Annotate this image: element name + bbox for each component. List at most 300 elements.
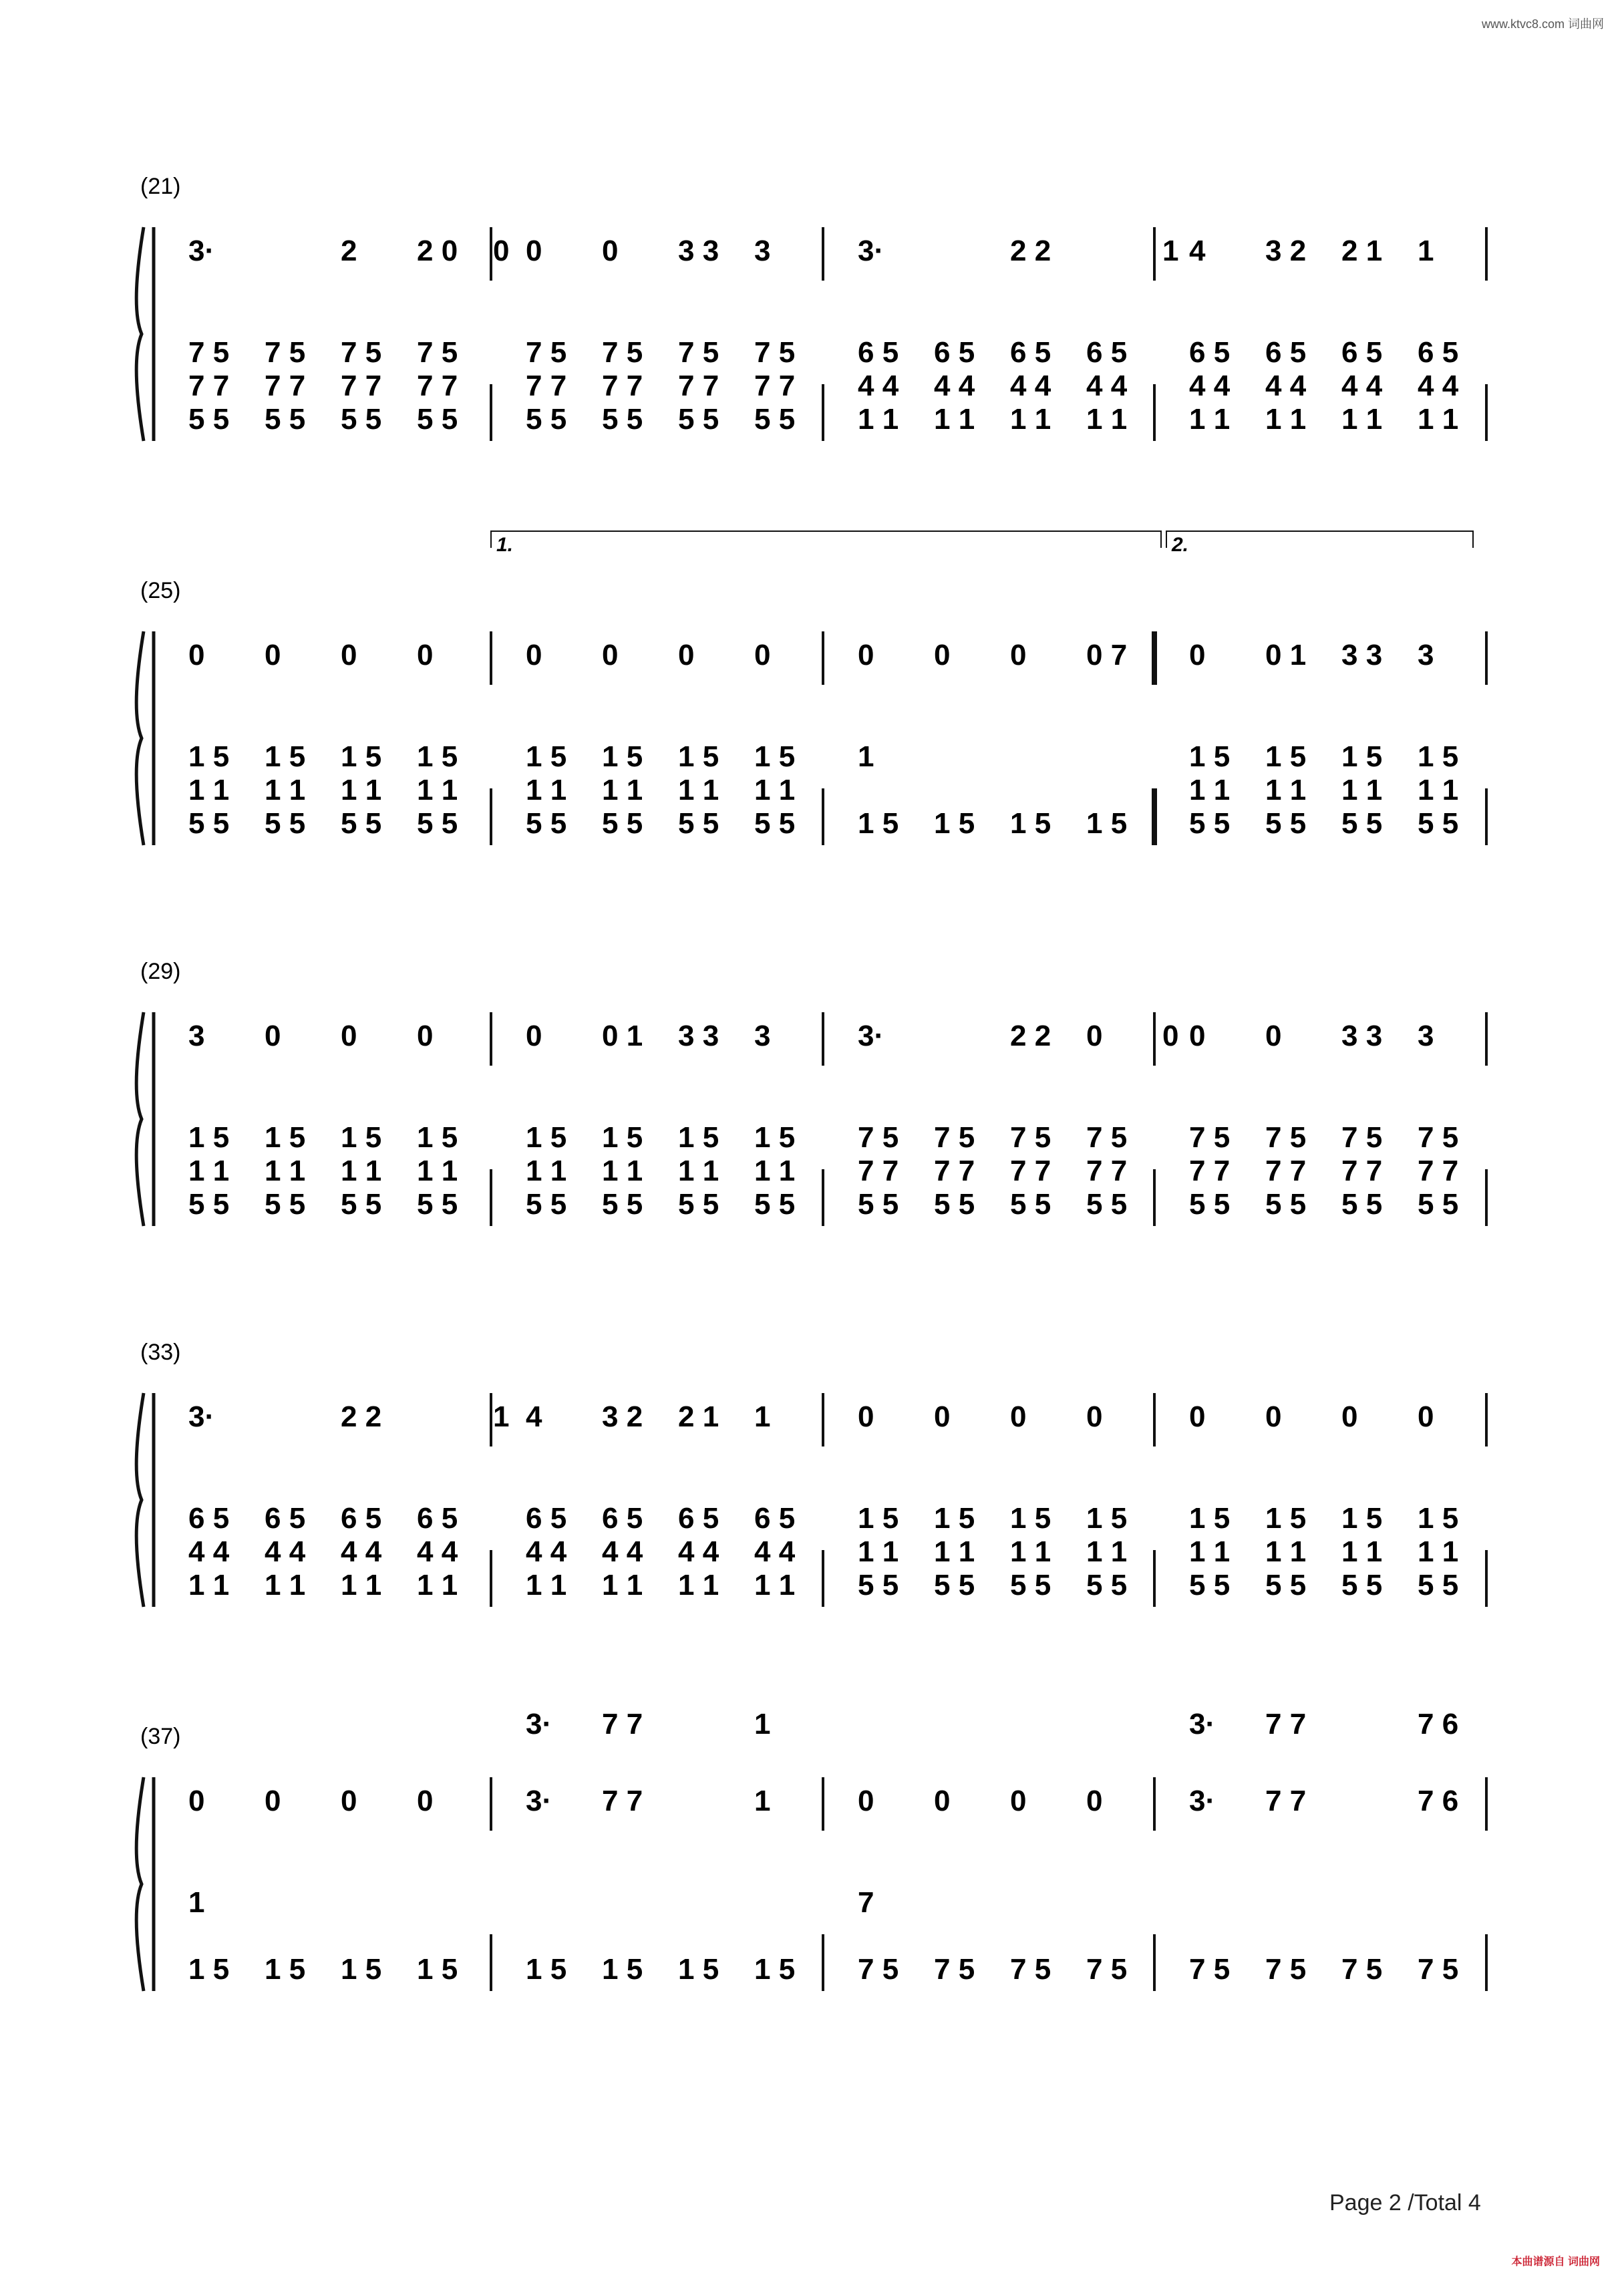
chord-mid: 1 1 — [188, 774, 230, 806]
chord-top: 6 5 — [602, 1502, 643, 1535]
chord-top: 7 5 — [1189, 1121, 1231, 1154]
chord-mid: 4 4 — [678, 1535, 719, 1568]
chord-low: 7 5 — [858, 1953, 899, 1986]
chord-top: 1 5 — [858, 1502, 899, 1535]
chord-mid: 4 4 — [1265, 369, 1307, 402]
chord-low: 5 5 — [858, 1188, 899, 1221]
chord-top: 1 5 — [265, 740, 306, 773]
melody-note: 0 — [1086, 1785, 1103, 1817]
chord-mid: 7 7 — [1086, 1155, 1128, 1187]
chord-top: 1 5 — [934, 1502, 975, 1535]
melody-note: 7 7 — [602, 1785, 643, 1817]
system-brace — [136, 1012, 144, 1226]
chord-mid: 7 7 — [678, 369, 719, 402]
chord-mid: 1 1 — [1010, 1535, 1051, 1568]
melody-note: 3 3 — [1341, 1020, 1383, 1052]
chord-mid: 4 4 — [417, 1535, 458, 1568]
system-brace — [136, 1777, 144, 1991]
chord-mid: 4 4 — [1418, 369, 1459, 402]
melody-note: 3 3 — [1341, 639, 1383, 671]
melody-note: 2 — [341, 235, 357, 267]
chord-top: 1 5 — [1189, 1502, 1231, 1535]
page-number: Page 2 /Total 4 — [1329, 2190, 1481, 2216]
melody-note: 0 — [1418, 1400, 1434, 1433]
system-brace — [136, 227, 144, 441]
chord-top: 6 5 — [526, 1502, 567, 1535]
chord-low: 1 1 — [1265, 403, 1307, 436]
chord-top: 1 5 — [417, 740, 458, 773]
chord-low: 5 5 — [1010, 1188, 1051, 1221]
chord-low: 5 5 — [417, 1188, 458, 1221]
melody-note: 2 1 — [678, 1400, 719, 1433]
upper-note: 3· — [1189, 1708, 1216, 1740]
upper-note: 7 7 — [1265, 1708, 1307, 1740]
melody-note: 2 0 — [417, 235, 458, 267]
melody-note: 3 3 — [678, 235, 719, 267]
chord-top: 1 5 — [754, 1121, 796, 1154]
header-url: www.ktvc8.com 词曲网 — [1481, 17, 1604, 31]
chord-mid: 1 1 — [1189, 774, 1231, 806]
chord-low: 5 5 — [754, 403, 796, 436]
melody-note: 0 — [754, 639, 771, 671]
melody-note: 0 — [265, 639, 281, 671]
chord-top: 1 — [858, 740, 874, 773]
chord-top: 6 5 — [858, 336, 899, 369]
melody-note: 2 2 — [341, 1400, 382, 1433]
footer-brand-right: 词曲网 — [1567, 2256, 1600, 2268]
chord-mid: 7 7 — [934, 1155, 975, 1187]
chord-mid: 1 1 — [1418, 774, 1459, 806]
chord-top: 6 5 — [1086, 336, 1128, 369]
chord-top: 6 5 — [1418, 336, 1459, 369]
chord-top: 6 5 — [754, 1502, 796, 1535]
melody-note: 0 7 — [1086, 639, 1128, 671]
chord-low: 5 5 — [417, 807, 458, 840]
melody-note: 1 — [1418, 235, 1434, 267]
chord-mid: 1 1 — [1086, 1535, 1128, 1568]
chord-low: 5 5 — [1265, 1188, 1307, 1221]
chord-low: 5 5 — [265, 1188, 306, 1221]
chord-mid: 4 4 — [526, 1535, 567, 1568]
chord-low: 1 5 — [602, 1953, 643, 1986]
chord-low: 1 5 — [754, 1953, 796, 1986]
chord-top: 6 5 — [341, 1502, 382, 1535]
chord-low: 5 5 — [1010, 1569, 1051, 1602]
chord-top: 1 — [188, 1886, 205, 1919]
chord-mid: 1 1 — [1341, 774, 1383, 806]
chord-low: 1 1 — [188, 1569, 230, 1602]
chord-mid: 4 4 — [188, 1535, 230, 1568]
chord-top: 7 5 — [188, 336, 230, 369]
melody-note: 7 6 — [1418, 1785, 1459, 1817]
chord-low: 1 1 — [1189, 403, 1231, 436]
melody-note: 3· — [188, 235, 215, 267]
chord-low: 1 1 — [417, 1569, 458, 1602]
chord-mid: 1 1 — [754, 1155, 796, 1187]
chord-top: 7 5 — [265, 336, 306, 369]
chord-mid: 1 1 — [602, 1155, 643, 1187]
melody-note: 0 — [934, 1400, 951, 1433]
melody-note: 0 — [934, 639, 951, 671]
melody-note: 3 — [1418, 639, 1434, 671]
melody-note: 0 — [1341, 1400, 1358, 1433]
chord-top: 6 5 — [934, 336, 975, 369]
chord-low: 7 5 — [934, 1953, 975, 1986]
chord-mid: 1 1 — [602, 774, 643, 806]
chord-mid: 1 1 — [1265, 774, 1307, 806]
chord-mid: 7 7 — [1341, 1155, 1383, 1187]
melody-note: 0 — [1010, 1400, 1027, 1433]
chord-low: 5 5 — [341, 403, 382, 436]
melody-note: 0 — [1189, 1400, 1206, 1433]
chord-top: 1 5 — [1189, 740, 1231, 773]
chord-top: 6 5 — [1341, 336, 1383, 369]
melody-note: 2 2 — [1010, 1020, 1051, 1052]
melody-note: 4 — [526, 1400, 542, 1433]
chord-low: 5 5 — [265, 807, 306, 840]
chord-mid: 1 1 — [526, 774, 567, 806]
chord-low: 1 5 — [934, 807, 975, 840]
chord-mid: 1 1 — [188, 1155, 230, 1187]
chord-low: 5 5 — [1341, 1188, 1383, 1221]
chord-low: 5 5 — [678, 403, 719, 436]
chord-low: 7 5 — [1010, 1953, 1051, 1986]
chord-low: 5 5 — [1341, 1569, 1383, 1602]
melody-note: 2 1 — [1341, 235, 1383, 267]
chord-top: 1 5 — [526, 740, 567, 773]
chord-low: 5 5 — [602, 403, 643, 436]
chord-low: 5 5 — [526, 1188, 567, 1221]
melody-note: 0 — [265, 1020, 281, 1052]
chord-low: 1 1 — [1341, 403, 1383, 436]
chord-low: 5 5 — [754, 1188, 796, 1221]
measure-number: (33) — [140, 1340, 181, 1365]
measure-number: (25) — [140, 578, 181, 603]
melody-note: 0 — [188, 639, 205, 671]
chord-mid: 1 1 — [1418, 1535, 1459, 1568]
chord-low: 5 5 — [526, 807, 567, 840]
chord-top: 7 5 — [1341, 1121, 1383, 1154]
chord-mid: 4 4 — [1010, 369, 1051, 402]
chord-mid: 4 4 — [602, 1535, 643, 1568]
chord-top: 1 5 — [1265, 740, 1307, 773]
system-brace — [136, 1393, 144, 1607]
melody-note: 0 — [265, 1785, 281, 1817]
chord-top: 6 5 — [1265, 336, 1307, 369]
chord-top: 1 5 — [602, 1121, 643, 1154]
melody-note: 1 — [1162, 235, 1179, 267]
chord-low: 5 5 — [188, 1188, 230, 1221]
chord-low: 5 5 — [602, 807, 643, 840]
chord-low: 5 5 — [1189, 1569, 1231, 1602]
chord-mid: 1 1 — [1189, 1535, 1231, 1568]
chord-low: 5 5 — [1418, 807, 1459, 840]
chord-top: 7 5 — [526, 336, 567, 369]
chord-mid: 4 4 — [1341, 369, 1383, 402]
chord-top: 7 5 — [1418, 1121, 1459, 1154]
chord-mid: 7 7 — [526, 369, 567, 402]
melody-note: 3· — [188, 1400, 215, 1433]
chord-low: 1 1 — [526, 1569, 567, 1602]
chord-low: 1 5 — [188, 1953, 230, 1986]
chord-low: 7 5 — [1086, 1953, 1128, 1986]
chord-low: 5 5 — [934, 1569, 975, 1602]
melody-note: 3· — [526, 1785, 552, 1817]
chord-mid: 1 1 — [341, 1155, 382, 1187]
chord-top: 7 — [858, 1886, 874, 1919]
upper-note: 1 — [754, 1708, 771, 1740]
chord-mid: 1 1 — [678, 1155, 719, 1187]
melody-note: 0 — [341, 1020, 357, 1052]
melody-note: 3 2 — [1265, 235, 1307, 267]
chord-mid: 7 7 — [341, 369, 382, 402]
chord-mid: 7 7 — [754, 369, 796, 402]
chord-top: 7 5 — [1265, 1121, 1307, 1154]
chord-low: 1 1 — [1086, 403, 1128, 436]
chord-low: 7 5 — [1189, 1953, 1231, 1986]
chord-mid: 4 4 — [934, 369, 975, 402]
melody-note: 0 — [1189, 1020, 1206, 1052]
chord-mid: 7 7 — [1010, 1155, 1051, 1187]
chord-low: 1 1 — [1418, 403, 1459, 436]
chord-low: 1 5 — [1086, 807, 1128, 840]
chord-top: 1 5 — [1341, 1502, 1383, 1535]
melody-note: 0 — [526, 639, 542, 671]
chord-top: 7 5 — [858, 1121, 899, 1154]
chord-top: 7 5 — [754, 336, 796, 369]
measure-number: (37) — [140, 1724, 181, 1749]
melody-note: 3 3 — [678, 1020, 719, 1052]
melody-note: 0 — [526, 1020, 542, 1052]
chord-top: 1 5 — [1341, 740, 1383, 773]
chord-mid: 1 1 — [417, 1155, 458, 1187]
chord-top: 7 5 — [1010, 1121, 1051, 1154]
volta-1: 1. — [496, 534, 514, 556]
chord-low: 1 5 — [341, 1953, 382, 1986]
chord-mid: 1 1 — [934, 1535, 975, 1568]
chord-top: 1 5 — [1265, 1502, 1307, 1535]
chord-mid: 4 4 — [754, 1535, 796, 1568]
melody-note: 3 — [188, 1020, 205, 1052]
chord-low: 5 5 — [265, 403, 306, 436]
chord-low: 1 1 — [1010, 403, 1051, 436]
chord-top: 7 5 — [678, 336, 719, 369]
chord-top: 1 5 — [602, 740, 643, 773]
chord-low: 5 5 — [1189, 807, 1231, 840]
chord-top: 6 5 — [188, 1502, 230, 1535]
chord-mid: 7 7 — [602, 369, 643, 402]
chord-low: 5 5 — [678, 807, 719, 840]
melody-note: 0 — [493, 235, 510, 267]
chord-low: 5 5 — [934, 1188, 975, 1221]
chord-top: 1 5 — [1418, 1502, 1459, 1535]
melody-note: 3· — [858, 1020, 884, 1052]
melody-note: 1 — [754, 1785, 771, 1817]
chord-mid: 7 7 — [265, 369, 306, 402]
chord-low: 5 5 — [188, 403, 230, 436]
melody-note: 0 — [1086, 1400, 1103, 1433]
melody-note: 1 — [493, 1400, 510, 1433]
chord-top: 1 5 — [341, 740, 382, 773]
chord-mid: 7 7 — [1189, 1155, 1231, 1187]
chord-mid: 7 7 — [1265, 1155, 1307, 1187]
chord-mid: 7 7 — [858, 1155, 899, 1187]
chord-top: 7 5 — [602, 336, 643, 369]
measure-number: (29) — [140, 959, 181, 984]
chord-mid: 7 7 — [1418, 1155, 1459, 1187]
chord-low: 1 1 — [602, 1569, 643, 1602]
melody-note: 0 — [1162, 1020, 1179, 1052]
chord-mid: 4 4 — [265, 1535, 306, 1568]
melody-note: 0 — [417, 639, 434, 671]
chord-low: 7 5 — [1265, 1953, 1307, 1986]
footer-brand — [1512, 2253, 1600, 2268]
melody-note: 0 — [526, 235, 542, 267]
chord-mid: 4 4 — [1086, 369, 1128, 402]
chord-top: 1 5 — [526, 1121, 567, 1154]
chord-top: 6 5 — [1010, 336, 1051, 369]
chord-low: 5 5 — [1086, 1569, 1128, 1602]
melody-note: 3 — [754, 235, 771, 267]
chord-low: 1 5 — [417, 1953, 458, 1986]
melody-note: 0 — [858, 1785, 874, 1817]
chord-low: 5 5 — [417, 403, 458, 436]
chord-low: 1 5 — [858, 807, 899, 840]
melody-note: 3· — [1189, 1785, 1216, 1817]
melody-note: 7 7 — [1265, 1785, 1307, 1817]
chord-low: 1 5 — [678, 1953, 719, 1986]
chord-low: 5 5 — [341, 1188, 382, 1221]
measure-number: (21) — [140, 174, 181, 199]
melody-note: 0 1 — [1265, 639, 1307, 671]
chord-low: 5 5 — [1341, 807, 1383, 840]
chord-top: 1 5 — [754, 740, 796, 773]
volta-bracket — [491, 531, 1161, 548]
melody-note: 0 1 — [602, 1020, 643, 1052]
chord-mid: 1 1 — [678, 774, 719, 806]
chord-top: 7 5 — [934, 1121, 975, 1154]
chord-mid: 1 1 — [1265, 1535, 1307, 1568]
melody-note: 0 — [858, 639, 874, 671]
chord-low: 5 5 — [858, 1569, 899, 1602]
chord-low: 5 5 — [1265, 1569, 1307, 1602]
chord-top: 6 5 — [417, 1502, 458, 1535]
melody-note: 0 — [602, 639, 619, 671]
system-brace — [136, 631, 144, 845]
chord-mid: 1 1 — [1341, 1535, 1383, 1568]
melody-note: 3 — [1418, 1020, 1434, 1052]
melody-note: 0 — [678, 639, 695, 671]
chord-low: 1 5 — [1010, 807, 1051, 840]
melody-note: 0 — [1086, 1020, 1103, 1052]
melody-note: 0 — [341, 1785, 357, 1817]
melody-note: 0 — [1265, 1400, 1282, 1433]
melody-note: 0 — [417, 1785, 434, 1817]
melody-note: 3 2 — [602, 1400, 643, 1433]
melody-note: 0 — [602, 235, 619, 267]
chord-mid: 1 1 — [858, 1535, 899, 1568]
chord-mid: 7 7 — [417, 369, 458, 402]
chord-mid: 1 1 — [526, 1155, 567, 1187]
chord-top: 7 5 — [1086, 1121, 1128, 1154]
melody-note: 0 — [858, 1400, 874, 1433]
chord-top: 1 5 — [678, 740, 719, 773]
chord-mid: 1 1 — [754, 774, 796, 806]
chord-top: 6 5 — [1189, 336, 1231, 369]
chord-low: 1 1 — [678, 1569, 719, 1602]
melody-note: 0 — [341, 639, 357, 671]
chord-low: 5 5 — [1418, 1569, 1459, 1602]
chord-mid: 4 4 — [341, 1535, 382, 1568]
chord-mid: 1 1 — [265, 774, 306, 806]
melody-note: 3· — [858, 235, 884, 267]
chord-low: 7 5 — [1341, 1953, 1383, 1986]
melody-note: 0 — [188, 1785, 205, 1817]
chord-mid: 1 1 — [341, 774, 382, 806]
chord-top: 1 5 — [678, 1121, 719, 1154]
volta-bracket — [1166, 531, 1473, 548]
chord-top: 6 5 — [265, 1502, 306, 1535]
chord-low: 5 5 — [678, 1188, 719, 1221]
chord-low: 1 1 — [858, 403, 899, 436]
chord-low: 1 5 — [526, 1953, 567, 1986]
melody-note: 0 — [1265, 1020, 1282, 1052]
chord-low: 5 5 — [1189, 1188, 1231, 1221]
chord-low: 7 5 — [1418, 1953, 1459, 1986]
chord-low: 5 5 — [341, 807, 382, 840]
chord-low: 1 1 — [754, 1569, 796, 1602]
chord-low: 5 5 — [1418, 1188, 1459, 1221]
chord-top: 7 5 — [417, 336, 458, 369]
melody-note: 0 — [417, 1020, 434, 1052]
chord-top: 1 5 — [1086, 1502, 1128, 1535]
volta-2: 2. — [1172, 534, 1189, 556]
footer-brand-left: 本曲谱源自 — [1511, 2256, 1565, 2268]
melody-note: 0 — [934, 1785, 951, 1817]
chord-low: 5 5 — [602, 1188, 643, 1221]
chord-low: 1 1 — [934, 403, 975, 436]
chord-low: 1 1 — [341, 1569, 382, 1602]
melody-note: 0 — [1010, 639, 1027, 671]
chord-mid: 7 7 — [188, 369, 230, 402]
chord-low: 5 5 — [188, 807, 230, 840]
chord-low: 5 5 — [1265, 807, 1307, 840]
upper-note: 3· — [526, 1708, 552, 1740]
melody-note: 3 — [754, 1020, 771, 1052]
chord-top: 7 5 — [341, 336, 382, 369]
chord-top: 1 5 — [188, 1121, 230, 1154]
chord-mid: 1 1 — [417, 774, 458, 806]
melody-note: 1 — [754, 1400, 771, 1433]
chord-low: 5 5 — [526, 403, 567, 436]
chord-mid: 4 4 — [858, 369, 899, 402]
upper-note: 7 7 — [602, 1708, 643, 1740]
upper-note: 7 6 — [1418, 1708, 1459, 1740]
chord-low: 5 5 — [1086, 1188, 1128, 1221]
chord-top: 1 5 — [1010, 1502, 1051, 1535]
chord-top: 1 5 — [265, 1121, 306, 1154]
chord-top: 1 5 — [1418, 740, 1459, 773]
chord-top: 1 5 — [341, 1121, 382, 1154]
chord-mid: 1 1 — [265, 1155, 306, 1187]
melody-note: 4 — [1189, 235, 1206, 267]
chord-mid: 4 4 — [1189, 369, 1231, 402]
chord-low: 1 5 — [265, 1953, 306, 1986]
chord-top: 6 5 — [678, 1502, 719, 1535]
melody-note: 0 — [1189, 639, 1206, 671]
chord-top: 1 5 — [417, 1121, 458, 1154]
melody-note: 2 2 — [1010, 235, 1051, 267]
